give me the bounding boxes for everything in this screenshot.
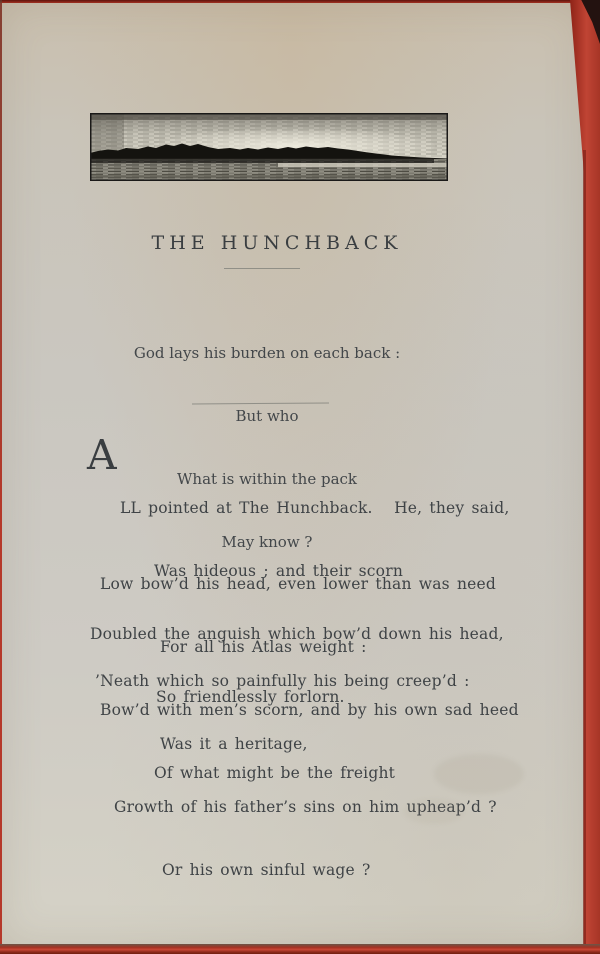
poem-line: Doubled the anguish which bow’d down his head, (90, 625, 504, 643)
poem-line: Was hideous ; and their scorn (154, 562, 403, 580)
epigraph-line: What is within the pack (177, 470, 357, 488)
poem-line: Growth of his father’s sins on him upheap’d ? (114, 798, 497, 816)
divider-rule-top (224, 268, 300, 269)
poem-line: LL pointed at The Hunchback. He, they said, (120, 499, 510, 517)
binding-edge-inner-line (583, 150, 586, 954)
poem-line: Low bow’d his head, even lower than was need (100, 575, 496, 593)
engraving-image (90, 113, 448, 181)
binding-edge-top (0, 0, 600, 3)
poem-line: Bow’d with men’s scorn, and by his own sad heed (100, 701, 519, 719)
binding-edge-bottom (0, 944, 600, 954)
poem-line: Of what might be the freight (154, 764, 396, 782)
poem-line: ’Neath which so painfully his being creep’d : (95, 672, 470, 690)
poem-title: THE HUNCHBACK (151, 232, 403, 254)
epigraph-line: May know ? (221, 533, 313, 551)
book-page (2, 3, 584, 944)
poem-line: So friendlessly forlorn. (156, 688, 345, 706)
poem-line: For all his Atlas weight : (160, 638, 367, 656)
poem-line: Or his own sinful wage ? (162, 861, 371, 879)
poem-line: Was it a heritage, (160, 735, 308, 753)
epigraph-line: But who (235, 407, 299, 425)
binding-edge-left (0, 0, 2, 520)
stanza-3 (88, 629, 528, 923)
coastal-landscape-engraving (90, 113, 448, 181)
epigraph-line: God lays his burden on each back : (133, 344, 401, 362)
dropcap-initial: A (87, 431, 117, 479)
